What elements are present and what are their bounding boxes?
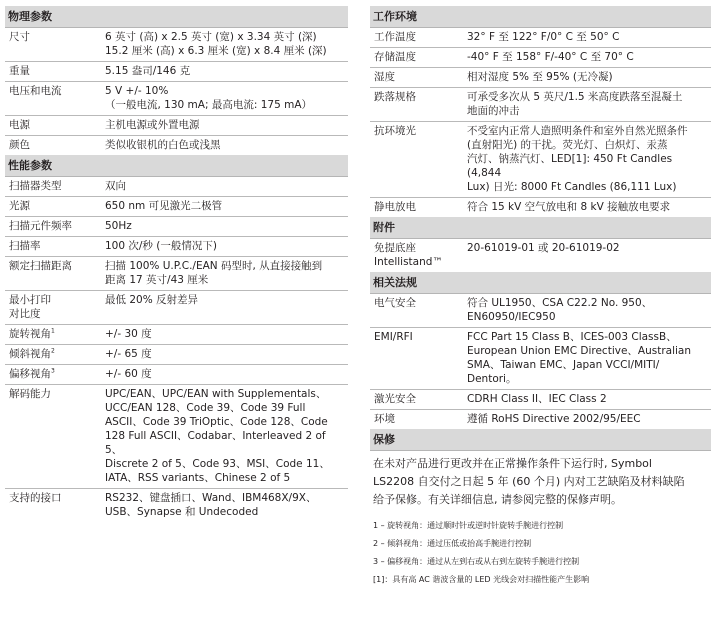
- spec-row: [370, 68, 711, 88]
- spec-value: 不受室内正常人造照明条件和室外自然光照条件 (直射阳光) 的干扰。荧光灯、白炽灯、汞蒸 汽灯、钠蒸汽灯、LED[1]: 450 Ft Candles (4,844 Lux) 日光: 8000 Ft Candles (86,111 Lux): [467, 125, 688, 193]
- spec-value: 相对湿度 5% 至 95% (无冷凝): [467, 71, 613, 83]
- spec-label-text: 静电放电: [374, 201, 416, 213]
- spec-row: [370, 28, 711, 48]
- spec-label: [5, 367, 105, 381]
- spec-row: [5, 28, 348, 62]
- physical-rows: [5, 28, 348, 155]
- spec-label: [370, 296, 467, 324]
- spec-row: [370, 48, 711, 68]
- spec-row: [5, 345, 348, 365]
- spec-label-text: 扫描率: [9, 240, 41, 252]
- right-column: [370, 6, 711, 592]
- spec-label: [5, 387, 105, 485]
- footnote-marker: 2: [51, 347, 55, 355]
- spec-label: [5, 179, 105, 193]
- section-title: 保修: [370, 429, 711, 451]
- spec-label: [5, 64, 105, 78]
- spec-row: [370, 390, 711, 410]
- footnote-marker: 1: [51, 327, 55, 335]
- spec-label: [5, 30, 105, 58]
- spec-row: [5, 177, 348, 197]
- spec-value: 符合 UL1950、CSA C22.2 No. 950、 EN60950/IEC950: [467, 297, 653, 323]
- spec-row: [370, 294, 711, 328]
- spec-label: [5, 219, 105, 233]
- accessories-rows: [370, 239, 711, 272]
- section-title: 工作环境: [370, 6, 711, 28]
- spec-label: [5, 491, 105, 519]
- spec-label: [5, 239, 105, 253]
- spec-label-text: 偏移视角: [9, 368, 51, 380]
- spec-value: -40° F 至 158° F/-40° C 至 70° C: [467, 51, 634, 63]
- spec-value: 最低 20% 反射差异: [105, 294, 199, 306]
- spec-label-text: 电源: [9, 119, 30, 131]
- spec-label: [370, 50, 467, 64]
- spec-value: 5.15 盎司/146 克: [105, 65, 191, 77]
- footnote-item: 3 – 偏移视角：通过从左到右或从右到左旋转手腕进行控制: [373, 557, 580, 566]
- spec-row: [370, 198, 711, 217]
- spec-label-text: 存储温度: [374, 51, 416, 63]
- spec-row: [5, 385, 348, 489]
- section-title: 附件: [370, 217, 711, 239]
- environment-section: [370, 6, 711, 217]
- spec-row: [5, 257, 348, 291]
- spec-value: +/- 30 度: [105, 328, 152, 340]
- spec-row: [5, 365, 348, 385]
- spec-label: [370, 241, 467, 269]
- spec-label-text: 重量: [9, 65, 30, 77]
- spec-value: 双向: [105, 180, 126, 192]
- spec-value: UPC/EAN、UPC/EAN with Supplementals、 UCC/EAN 128、Code 39、Code 39 Full ASCII、Code 39 TriOptic、Code 128、Code 128 Full ASCII、Codabar、Interleaved 2 of 5、 Discrete 2 of 5、Code 93、MSI、Code 11、 IATA、RSS variants、Chinese 2 of 5: [105, 388, 330, 484]
- spec-label-text: 最小打印 对比度: [9, 294, 51, 320]
- accessories-section: [370, 217, 711, 272]
- spec-label-text: 免提底座 Intellistand™: [374, 242, 443, 268]
- regulatory-section: [370, 272, 711, 429]
- spec-row: [5, 489, 348, 522]
- footnotes: [370, 512, 711, 585]
- spec-value: CDRH Class II、IEC Class 2: [467, 393, 607, 405]
- spec-label: [370, 30, 467, 44]
- section-title: 性能参数: [5, 155, 348, 177]
- spec-label: [5, 118, 105, 132]
- spec-label-text: 支持的接口: [9, 492, 62, 504]
- spec-value: +/- 60 度: [105, 368, 152, 380]
- spec-value: 50Hz: [105, 220, 132, 232]
- spec-label: [5, 84, 105, 112]
- spec-row: [5, 197, 348, 217]
- spec-label-text: 颜色: [9, 139, 30, 151]
- performance-section: [5, 155, 348, 522]
- spec-label-text: 额定扫描距离: [9, 260, 72, 272]
- spec-label-text: 跌落规格: [374, 91, 416, 103]
- spec-row: [370, 328, 711, 390]
- spec-label: [370, 90, 467, 118]
- spec-value: FCC Part 15 Class B、ICES-003 ClassB、 European Union EMC Directive、Australian SMA、Taiwan EMC、Japan VCCI/MITI/ Dentori。: [467, 331, 692, 385]
- physical-section: [5, 6, 348, 155]
- spec-label-text: 解码能力: [9, 388, 51, 400]
- spec-row: [5, 325, 348, 345]
- spec-label: [5, 138, 105, 152]
- spec-row: [5, 291, 348, 325]
- spec-value: 遵循 RoHS Directive 2002/95/EEC: [467, 413, 641, 425]
- spec-label-text: 光源: [9, 200, 30, 212]
- spec-value: 650 nm 可见激光二极管: [105, 200, 223, 212]
- spec-value: 扫描 100% U.P.C./EAN 码型时, 从直接接触到 距离 17 英寸/43 厘米: [105, 260, 323, 286]
- spec-row: [5, 136, 348, 155]
- spec-row: [5, 217, 348, 237]
- warranty-section: [370, 429, 711, 512]
- spec-label-text: 湿度: [374, 71, 395, 83]
- spec-value: 可承受多次从 5 英尺/1.5 米高度跌落至混凝土 地面的冲击: [467, 91, 683, 117]
- spec-label: [370, 200, 467, 214]
- environment-rows: [370, 28, 711, 217]
- spec-label-text: 抗环境光: [374, 125, 416, 137]
- spec-value: 5 V +/- 10% （一般电流, 130 mA; 最高电流: 175 mA）: [105, 85, 313, 111]
- spec-value: 主机电源或外置电源: [105, 119, 200, 131]
- spec-label: [5, 327, 105, 341]
- spec-value: 6 英寸 (高) x 2.5 英寸 (宽) x 3.34 英寸 (深) 15.2 厘米 (高) x 6.3 厘米 (宽) x 8.4 厘米 (深): [105, 31, 327, 57]
- spec-label-text: 倾斜视角: [9, 348, 51, 360]
- spec-row: [5, 237, 348, 257]
- spec-label: [370, 412, 467, 426]
- spec-row: [370, 410, 711, 429]
- spec-label-text: 旋转视角: [9, 328, 51, 340]
- spec-label: [370, 392, 467, 406]
- spec-label-text: 扫描元件频率: [9, 220, 72, 232]
- spec-row: [5, 116, 348, 136]
- spec-value: 100 次/秒 (一般情况下): [105, 240, 217, 252]
- spec-label-text: 尺寸: [9, 31, 30, 43]
- footnote-item: [1]：具有高 AC 谐波含量的 LED 光线会对扫描性能产生影响: [373, 575, 590, 584]
- spec-row: [5, 82, 348, 116]
- spec-row: [5, 62, 348, 82]
- spec-label-text: 激光安全: [374, 393, 416, 405]
- left-column: [5, 6, 348, 522]
- spec-label: [370, 124, 467, 194]
- spec-label-text: 电压和电流: [9, 85, 62, 97]
- spec-label-text: 电气安全: [374, 297, 416, 309]
- spec-value: 32° F 至 122° F/0° C 至 50° C: [467, 31, 620, 43]
- spec-value: RS232、键盘插口、Wand、IBM468X/9X、 USB、Synapse 和 Undecoded: [105, 492, 317, 518]
- performance-rows: [5, 177, 348, 522]
- warranty-text: 在未对产品进行更改并在正常操作条件下运行时, Symbol LS2208 自交付之日起 5 年 (60 个月) 内对工艺缺陷及材料缺陷 给予保修。有关详细信息, 请参阅完整的保修声明。: [373, 457, 685, 506]
- spec-label-text: 工作温度: [374, 31, 416, 43]
- spec-row: [370, 239, 711, 272]
- section-title: 物理参数: [5, 6, 348, 28]
- footnote-marker: 3: [51, 367, 55, 375]
- spec-label: [5, 347, 105, 361]
- spec-label-text: 扫描器类型: [9, 180, 62, 192]
- regulatory-rows: [370, 294, 711, 429]
- spec-label: [370, 70, 467, 84]
- spec-value: 符合 15 kV 空气放电和 8 kV 接触放电要求: [467, 201, 671, 213]
- spec-row: [370, 122, 711, 198]
- spec-label-text: EMI/RFI: [374, 331, 413, 343]
- spec-value: +/- 65 度: [105, 348, 152, 360]
- section-title: 相关法规: [370, 272, 711, 294]
- footnote-item: 1 – 旋转视角：通过顺时针或逆时针旋转手腕进行控制: [373, 521, 564, 530]
- spec-label: [5, 293, 105, 321]
- spec-value: 20-61019-01 或 20-61019-02: [467, 242, 620, 254]
- spec-label-text: 环境: [374, 413, 395, 425]
- footnote-item: 2 – 倾斜视角：通过压低或抬高手腕进行控制: [373, 539, 532, 548]
- spec-value: 类似收银机的白色或浅黑: [105, 139, 221, 151]
- spec-label: [370, 330, 467, 386]
- spec-label: [5, 259, 105, 287]
- spec-label: [5, 199, 105, 213]
- spec-row: [370, 88, 711, 122]
